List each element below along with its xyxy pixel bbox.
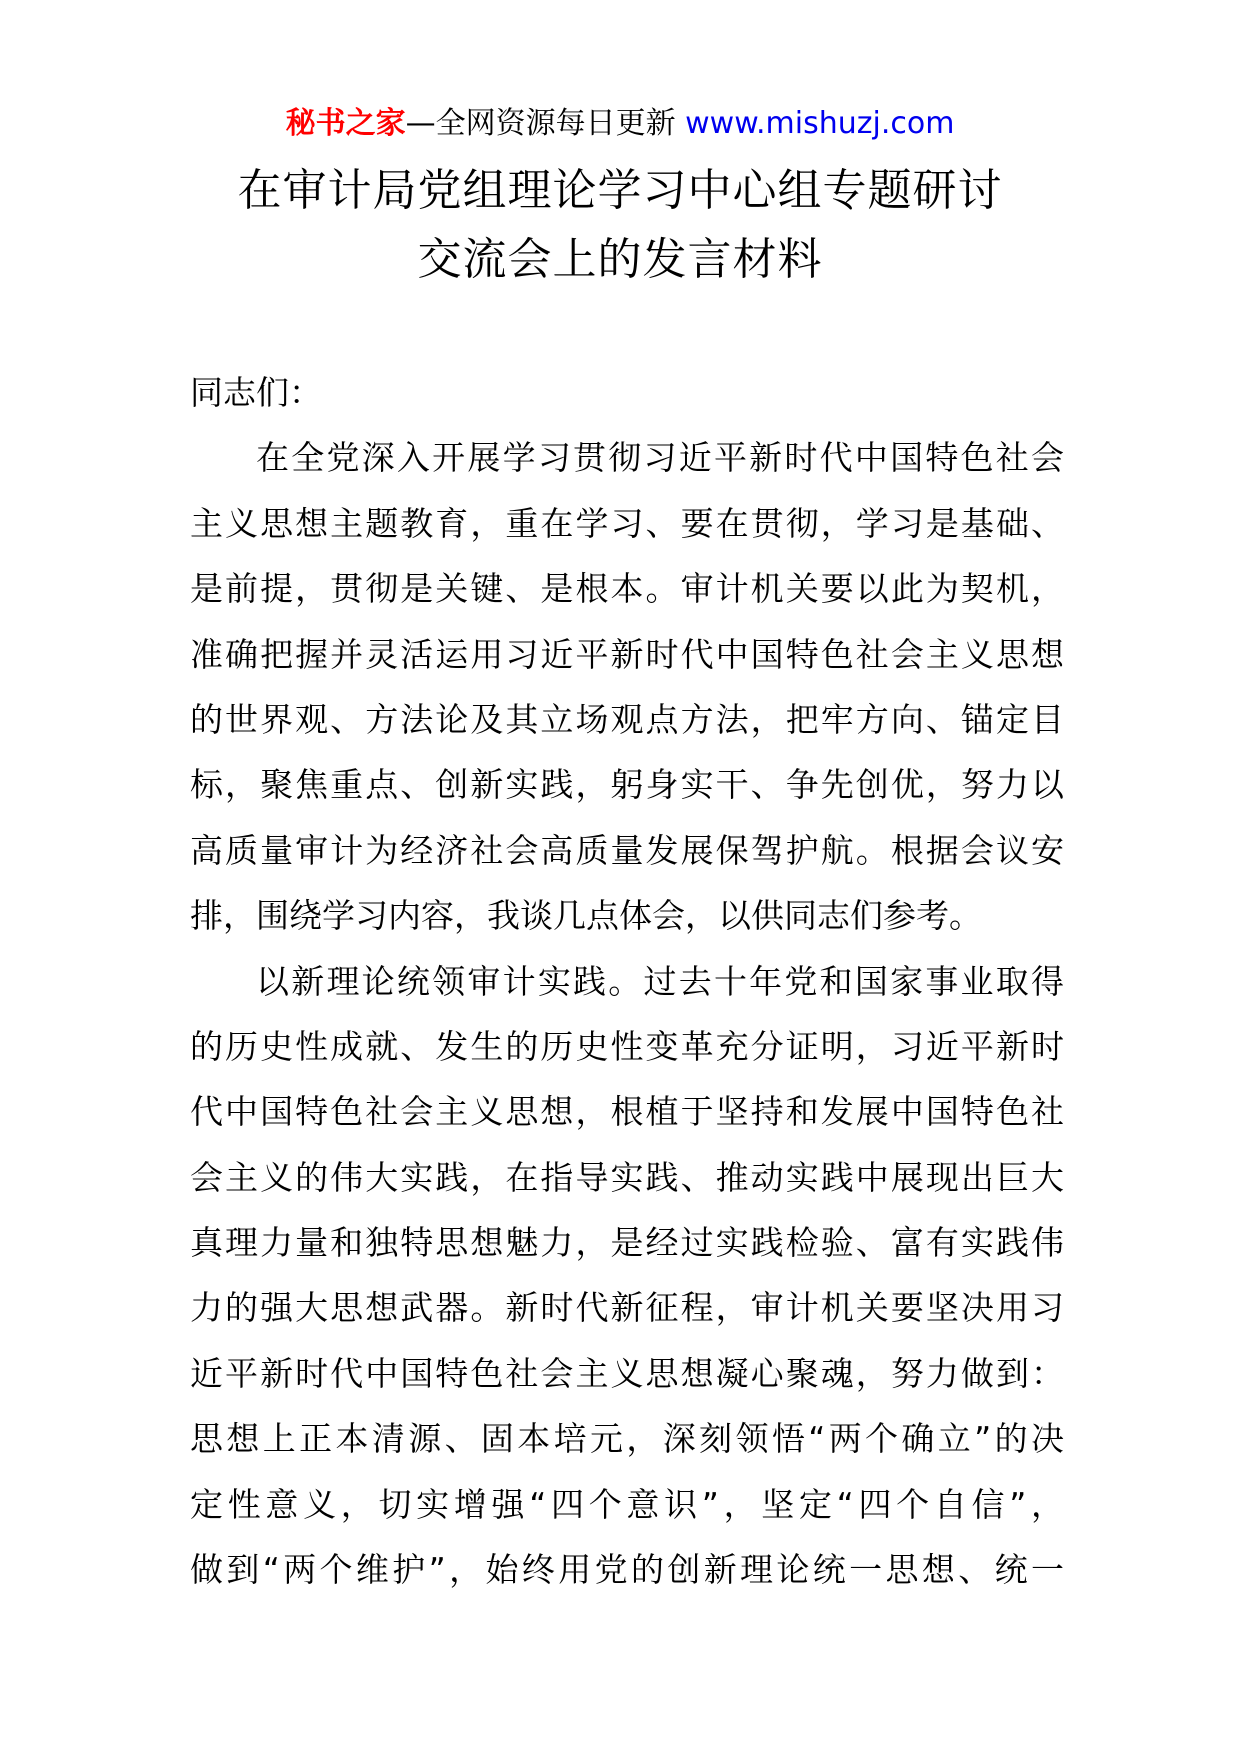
body-line: 以新理论统领审计实践。过去十年党和国家事业取得 xyxy=(256,961,1064,1001)
body-line: 排，围绕学习内容，我谈几点体会，以供同志们参考。 xyxy=(190,896,982,936)
body-line: 的世界观、方法论及其立场观点方法，把牢方向、锚定目 xyxy=(190,699,1064,739)
document-body xyxy=(190,360,1064,1602)
body-line: 的历史性成就、发生的历史性变革充分证明，习近平新时 xyxy=(190,1026,1064,1066)
site-url-link[interactable]: www.mishuzj.com xyxy=(685,106,955,141)
body-line: 标，聚焦重点、创新实践，躬身实干、争先创优，努力以 xyxy=(190,765,1064,805)
body-line: 主义思想主题教育，重在学习、要在贯彻，学习是基础、 xyxy=(190,503,1064,543)
body-line: 在全党深入开展学习贯彻习近平新时代中国特色社会 xyxy=(256,438,1064,478)
site-slogan: —全网资源每日更新 xyxy=(405,106,676,141)
body-line: 代中国特色社会主义思想，根植于坚持和发展中国特色社 xyxy=(190,1092,1064,1132)
body-line: 力的强大思想武器。新时代新征程，审计机关要坚决用习 xyxy=(190,1288,1064,1328)
body-line: 会主义的伟大实践，在指导实践、推动实践中展现出巨大 xyxy=(190,1157,1064,1197)
body-line: 高质量审计为经济社会高质量发展保驾护航。根据会议安 xyxy=(190,830,1064,870)
body-line: 定性意义，切实增强“四个意识”，坚定“四个自信”， xyxy=(190,1484,1064,1524)
body-line: 是前提，贯彻是关键、是根本。审计机关要以此为契机， xyxy=(190,569,1064,609)
site-brand: 秘书之家 xyxy=(285,106,406,141)
body-line: 思想上正本清源、固本培元，深刻领悟“两个确立”的决 xyxy=(190,1419,1064,1459)
document-title-line-2: 交流会上的发言材料 xyxy=(417,234,823,285)
body-line: 做到“两个维护”，始终用党的创新理论统一思想、统一 xyxy=(190,1550,1064,1590)
site-header xyxy=(0,101,1240,147)
body-line: 近平新时代中国特色社会主义思想凝心聚魂，努力做到： xyxy=(190,1353,1064,1393)
salutation: 同志们： xyxy=(190,373,322,412)
document-title-line-1: 在审计局党组理论学习中心组专题研讨 xyxy=(237,165,1003,216)
body-line: 真理力量和独特思想魅力，是经过实践检验、富有实践伟 xyxy=(190,1223,1064,1263)
body-line: 准确把握并灵活运用习近平新时代中国特色社会主义思想 xyxy=(190,634,1064,674)
